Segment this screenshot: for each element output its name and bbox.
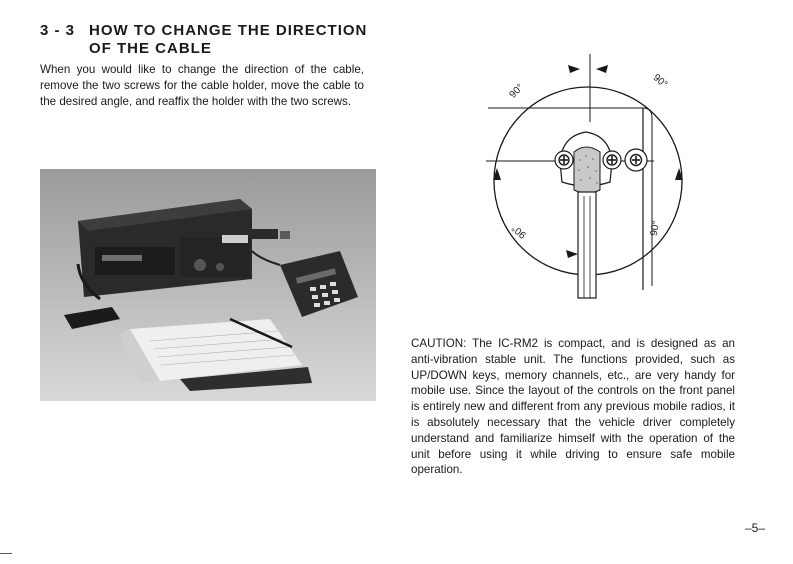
section-title-line2: OF THE CABLE [89,40,212,57]
arrow-top-left-icon [568,65,580,73]
equipment-photo [40,169,376,401]
page-number: –5– [745,521,766,535]
section-number: 3 - 3 [40,22,76,39]
angle-label-top-left: 90° [507,82,526,101]
arrow-bottom-left-icon [566,250,578,258]
angle-label-bottom-left: 90° [509,222,529,241]
cable-direction-diagram [460,40,700,310]
screw-right-icon [603,151,621,169]
margin-mark [0,553,12,554]
caution-paragraph: CAUTION: The IC-RM2 is compact, and is designed as an anti-vibration stable unit. The functions provided, such as UP/DOWN keys, memory channels, etc., are very handy for mobile use. Since the layout of the controls on the front panel is entirely new and different from any previous mobile radios, it is absolutely necessary that the vehicle driver completely understand and familiarize himself with the operation of the unit before using it while driving to ensure safe mobile operation. [411,337,735,477]
screw-bracket-icon [625,149,647,171]
screw-left-icon [555,151,573,169]
cable-direction-svg [460,40,700,310]
intro-paragraph: When you would like to change the direction of the cable, remove the two screws for the cable holder, move the cable to the desired angle, and reaffix the holder with the two screws. [40,63,364,108]
section-title-line1: HOW TO CHANGE THE DIRECTION [89,22,368,39]
arrow-top-right-icon [596,65,608,73]
equipment-photo-illustration [40,169,376,401]
angle-label-bottom-right: 90° [648,219,663,237]
angle-label-top-right: 90° [650,72,670,91]
